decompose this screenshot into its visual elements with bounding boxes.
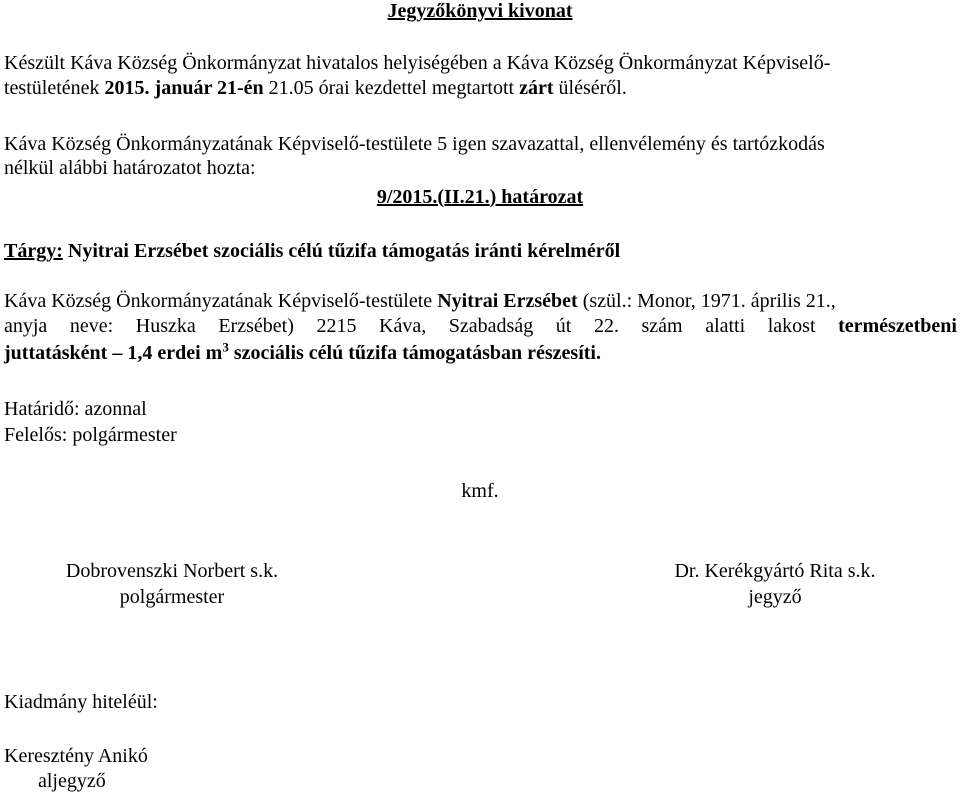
body-line-2-word: alatti (705, 315, 746, 337)
body-line-2-word: Káva, (379, 315, 427, 337)
body-line-2-word: 2215 (316, 315, 357, 337)
intro-line-1: Készült Káva Község Önkormányzat hivatalos helyiségében a Káva Község Önkormányzat Képviselő- (4, 52, 831, 74)
kmf-label: kmf. (461, 480, 499, 502)
certification-name: Keresztény Anikó (4, 745, 148, 767)
body-line-3: juttatásként – 1,4 erdei $m^3$ szociális célú tűzifa támogatásban részesíti. (4, 339, 601, 364)
body-line-2-word: Huszka (135, 315, 196, 337)
signature-right-name: Dr. Kerékgyártó Rita s.k. (674, 560, 876, 582)
certification-role: aljegyző (38, 770, 106, 792)
signature-left-role: polgármester (119, 586, 225, 608)
signature-left-name: Dobrovenszki Norbert s.k. (65, 560, 279, 582)
body-line-2-word: lakost (767, 315, 816, 337)
body-line-2-word: 22. (593, 315, 619, 337)
certification-label: Kiadmány hiteléül: (4, 691, 158, 713)
vote-line-1: Káva Község Önkormányzatának Képviselő-testülete 5 igen szavazattal, ellenvélemény és tartózkodás (4, 133, 825, 155)
vote-line-2: nélkül alábbi határozatot hozta: (4, 157, 256, 179)
body-line-2-word: Szabadság (448, 315, 534, 337)
subject-line (4, 240, 620, 263)
subject-label: Tárgy: (4, 240, 63, 262)
body-line-2-word: természetbeni (838, 315, 957, 337)
body-line-2-word: neve: (69, 315, 114, 337)
resolution-number: 9/2015.(II.21.) határozat (376, 186, 584, 208)
responsible-line: Felelős: polgármester (4, 424, 177, 446)
subject-text: Nyitrai Erzsébet szociális célú tűzifa támogatás iránti kérelméről (62, 240, 621, 262)
intro-line-2: testületének 2015. január 21-én 21.05 órai kezdettel megtartott zárt üléséről. (4, 77, 627, 99)
deadline-line: Határidő: azonnal (4, 398, 147, 420)
signature-right-role: jegyző (748, 586, 802, 608)
document-title: Jegyzőkönyvi kivonat (387, 0, 573, 22)
body-line-2-word: anyja (4, 315, 48, 337)
body-line-2-word: Erzsébet) (218, 315, 294, 337)
body-line-2 (4, 315, 957, 338)
body-line-2-word: szám (641, 315, 683, 337)
body-line-2-word: út (555, 315, 572, 337)
body-line-1: Káva Község Önkormányzatának Képviselő-testülete Nyitrai Erzsébet (szül.: Monor, 1971. április 21., (4, 290, 836, 312)
